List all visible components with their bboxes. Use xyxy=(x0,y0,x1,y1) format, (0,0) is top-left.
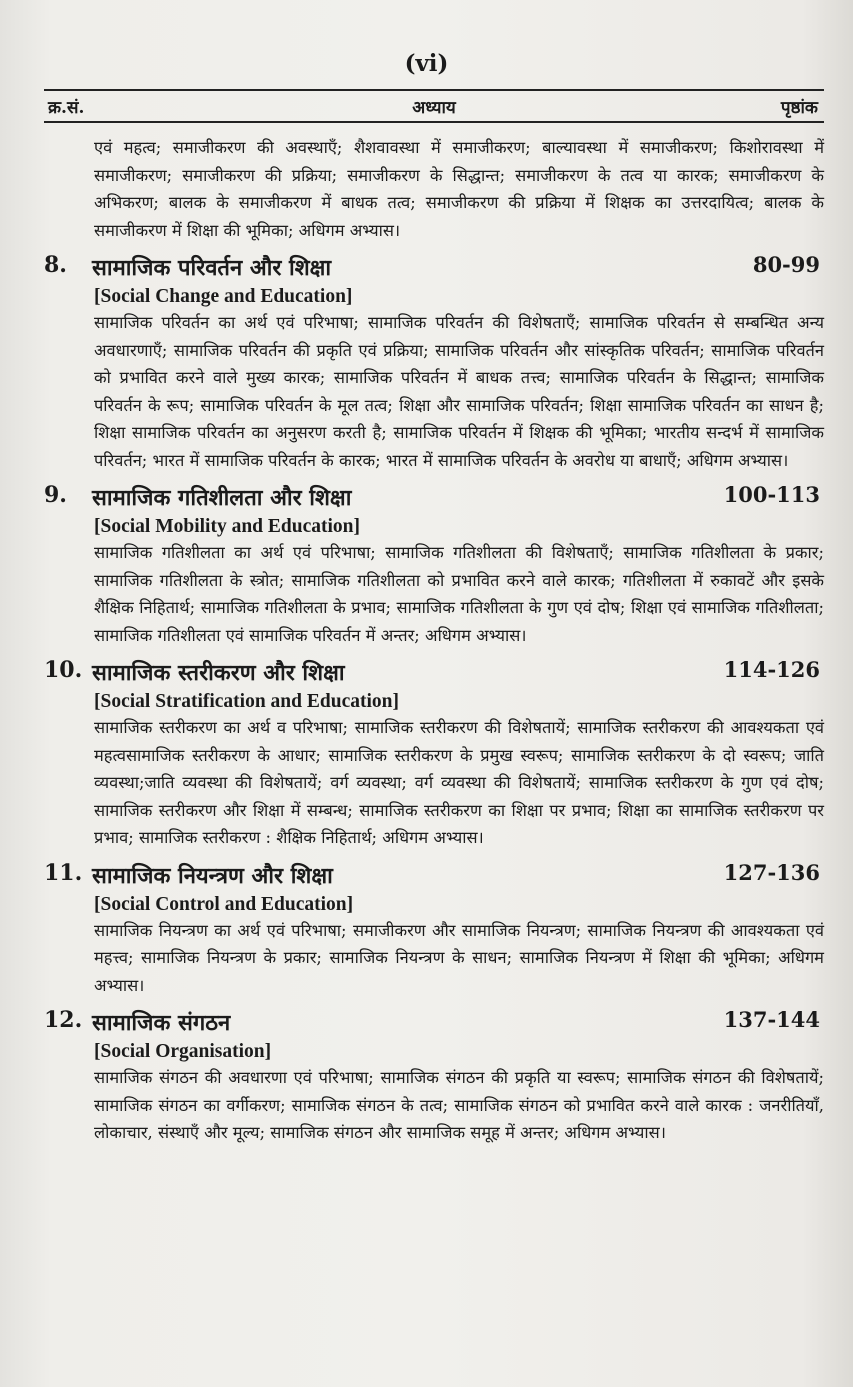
chapter-title: सामाजिक नियन्त्रण और शिक्षा xyxy=(92,862,333,889)
page-range: 100-113 xyxy=(723,482,820,507)
toc-entry xyxy=(44,657,824,852)
toc-header xyxy=(44,89,824,123)
header-serial: क्र.सं. xyxy=(48,98,85,118)
toc-entry xyxy=(44,860,824,1000)
header-page: पृष्ठांक xyxy=(780,98,818,118)
chapter-english-title: [Social Change and Education] xyxy=(94,286,353,307)
intro-continuation: एवं महत्व; समाजीकरण की अवस्थाएँ; शैशवावस्था में समाजीकरण; बाल्यावस्था में समाजीकरण; किशोरावस्था में समाजीकरण; समाजीकरण की प्रक्रिया; समाजीकरण के सिद्धान्त; समाजीकरण के तत्व या कारक; समाजीकरण के अभिकरण; बालक के समाजीकरण में बाधक तत्व; समाजीकरण की प्रक्रिया में शिक्षक का उत्तरदायित्व; बालक के समाजीकरण में शिक्षा की भूमिका; अधिगम अभ्यास। xyxy=(94,138,824,240)
header-chapter: अध्याय xyxy=(412,98,456,118)
chapter-number: 12. xyxy=(44,1007,83,1033)
chapter-title: सामाजिक गतिशीलता और शिक्षा xyxy=(92,485,352,511)
page-range: 127-136 xyxy=(723,859,820,885)
chapter-number: 9. xyxy=(44,482,67,508)
chapter-number: 10. xyxy=(44,657,83,683)
toc-entry xyxy=(44,482,824,649)
chapter-title: सामाजिक परिवर्तन और शिक्षा xyxy=(92,255,332,281)
chapter-description: सामाजिक परिवर्तन का अर्थ एवं परिभाषा; सामाजिक परिवर्तन की विशेषताएँ; सामाजिक परिवर्तन से सम्बन्धित अन्य अवधारणाएँ; सामाजिक परिवर्तन की प्रकृति एवं प्रक्रिया; सामाजिक परिवर्तन और सांस्कृतिक परिवर्तन; सामाजिक परिवर्तन को प्रभावित करने वाले मुख्य कारक; सामाजिक परिवर्तन में बाधक तत्त्व; सामाजिक परिवर्तन के सिद्धान्त; सामाजिक परिवर्तन के रूप; सामाजिक परिवर्तन के मूल तत्व; शिक्षा और सामाजिक परिवर्तन; शिक्षा सामाजिक परिवर्तन का साधन है; शिक्षा सामाजिक परिवर्तन का अनुसरण करती है; सामाजिक परिवर्तन में शिक्षक की भूमिका; भारतीय सन्दर्भ में सामाजिक परिवर्तन; भारत में सामाजिक परिवर्तन के कारक; भारत में सामाजिक परिवर्तन के अवरोध या बाधाएँ; अधिगम अभ्यास। xyxy=(94,313,824,470)
entry-heading xyxy=(44,1007,824,1039)
chapter-title: सामाजिक संगठन xyxy=(92,1010,231,1036)
chapter-english-title: [Social Organisation] xyxy=(94,1041,272,1062)
entry-heading xyxy=(44,860,824,892)
page-number: (vi) xyxy=(404,50,449,77)
chapter-description: सामाजिक नियन्त्रण का अर्थ एवं परिभाषा; समाजीकरण और सामाजिक नियन्त्रण; सामाजिक नियन्त्रण की आवश्यकता एवं महत्त्व; सामाजिक नियन्त्रण के प्रकार; सामाजिक नियन्त्रण के साधन; सामाजिक नियन्त्रण में शिक्षा की भूमिका; अधिगम अभ्यास। xyxy=(94,920,824,995)
toc-content xyxy=(44,134,824,1147)
toc-entry xyxy=(44,252,824,474)
entry-heading xyxy=(44,252,824,284)
chapter-english-title: [Social Control and Education] xyxy=(94,893,354,915)
chapter-description: सामाजिक स्तरीकरण का अर्थ व परिभाषा; सामाजिक स्तरीकरण की विशेषतायें; सामाजिक स्तरीकरण की आवश्यकता एवं महत्वसामाजिक स्तरीकरण के आधार; सामाजिक स्तरीकरण के प्रमुख स्वरूप; सामाजिक स्तरीकरण के दो स्वरूप; जाति व्यवस्था;जाति व्यवस्था की विशेषतायें; वर्ग व्यवस्था; वर्ग व्यवस्था की विशेषतायें; सामाजिक स्तरीकरण के गुण एवं दोष; सामाजिक स्तरीकरण और शिक्षा में सम्बन्ध; सामाजिक स्तरीकरण का शिक्षा पर प्रभाव; शिक्षा का सामाजिक स्तरीकरण पर प्रभाव; सामाजिक स्तरीकरण : शैक्षिक निहितार्थ; अधिगम अभ्यास। xyxy=(94,718,824,847)
chapter-number: 11. xyxy=(44,859,83,886)
chapter-description: सामाजिक संगठन की अवधारणा एवं परिभाषा; सामाजिक संगठन की प्रकृति या स्वरूप; सामाजिक संगठन की विशेषतायें; सामाजिक संगठन का वर्गीकरण; सामाजिक संगठन के तत्व; सामाजिक संगठन को प्रभावित करने वाले कारक : जनरीतियाँ, लोकाचार, संस्थाएँ और मूल्य; सामाजिक संगठन और सामाजिक समूह में अन्तर; अधिगम अभ्यास। xyxy=(94,1068,824,1142)
page-range: 137-144 xyxy=(723,1007,820,1032)
chapter-number: 8. xyxy=(44,252,67,278)
entry-heading xyxy=(44,657,824,689)
toc-entry xyxy=(44,1007,824,1147)
chapter-english-title: [Social Stratification and Education] xyxy=(94,691,399,712)
page-range: 114-126 xyxy=(723,657,820,682)
chapter-description: सामाजिक गतिशीलता का अर्थ एवं परिभाषा; सामाजिक गतिशीलता की विशेषताएँ; सामाजिक गतिशीलता के प्रकार; सामाजिक गतिशीलता के स्त्रोत; सामाजिक गतिशीलता को प्रभावित करने वाले कारक; गतिशीलता में रुकावटें और इसके शैक्षिक निहितार्थ; सामाजिक गतिशीलता के प्रभाव; सामाजिक गतिशीलता के गुण एवं दोष; शिक्षा एवं सामाजिक गतिशीलता; सामाजिक गतिशीलता एवं सामाजिक परिवर्तन में अन्तर; अधिगम अभ्यास। xyxy=(94,543,824,645)
chapter-english-title: [Social Mobility and Education] xyxy=(94,516,360,537)
chapter-title: सामाजिक स्तरीकरण और शिक्षा xyxy=(92,660,345,686)
page-range: 80-99 xyxy=(752,252,820,277)
entry-heading xyxy=(44,482,824,514)
